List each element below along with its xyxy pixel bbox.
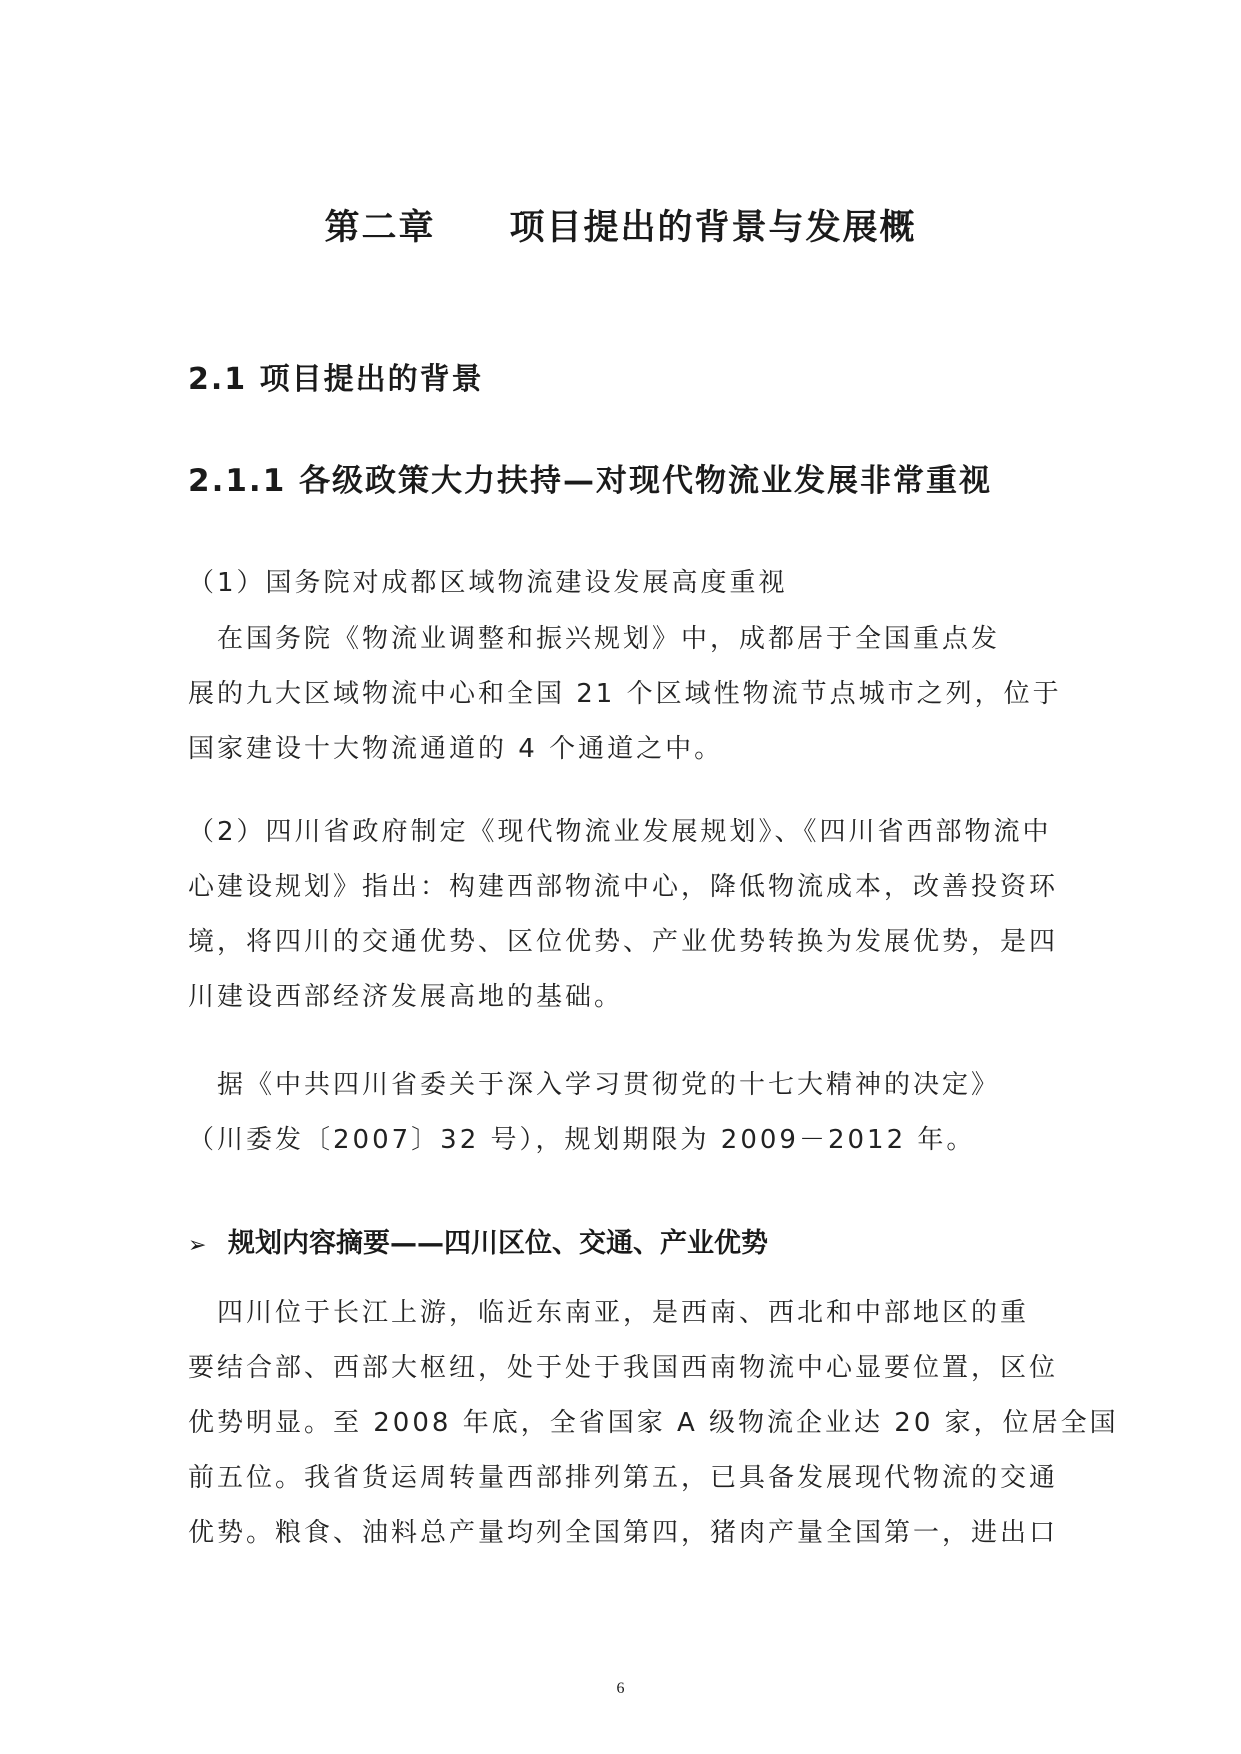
paragraph-line: 优势明显。至 2008 年底，全省国家 A 级物流企业达 20 家，位居全国	[188, 1408, 1119, 1438]
item3-paragraph	[188, 1058, 1058, 1168]
arrow-bullet-icon: ➢	[188, 1233, 207, 1258]
page-number: 6	[616, 1680, 625, 1697]
paragraph-line: 展的九大区域物流中心和全国 21 个区域性物流节点城市之列，位于	[188, 679, 1062, 709]
paragraph-line: （川委发〔2007〕32 号），规划期限为 2009－2012 年。	[188, 1125, 976, 1155]
paragraph-line: 心建设规划》指出：构建西部物流中心，降低物流成本，改善投资环	[188, 872, 1059, 902]
paragraph-line: 四川位于长江上游，临近东南亚，是西南、西北和中部地区的重	[188, 1298, 1030, 1328]
summary-heading-row	[188, 1222, 768, 1268]
paragraph-line: 国家建设十大物流通道的 4 个通道之中。	[188, 734, 724, 764]
paragraph-line: 要结合部、西部大枢纽，处于处于我国西南物流中心显要位置，区位	[188, 1353, 1059, 1383]
section-heading-2-1: 2.1 项目提出的背景	[188, 362, 484, 397]
summary-heading: 规划内容摘要——四川区位、交通、产业优势	[228, 1228, 768, 1259]
paragraph-line: 据《中共四川省委关于深入学习贯彻党的十七大精神的决定》	[188, 1070, 1001, 1100]
paragraph-line: 川建设西部经济发展高地的基础。	[188, 982, 624, 1012]
paragraph-line: 前五位。我省货运周转量西部排列第五，已具备发展现代物流的交通	[188, 1463, 1059, 1493]
chapter-title: 第二章 项目提出的背景与发展概	[324, 208, 917, 248]
item1-heading-block	[188, 556, 1058, 611]
paragraph-line: 优势。粮食、油料总产量均列全国第四，猪肉产量全国第一，进出口	[188, 1518, 1059, 1548]
summary-paragraph	[188, 1286, 1119, 1561]
paragraph-line: （2）四川省政府制定《现代物流业发展规划》、《四川省西部物流中	[188, 817, 1052, 847]
paragraph-line: 境，将四川的交通优势、区位优势、产业优势转换为发展优势，是四	[188, 927, 1059, 957]
item1-heading: （1）国务院对成都区域物流建设发展高度重视	[188, 568, 788, 598]
item1-paragraph	[188, 612, 1062, 777]
paragraph-line: 在国务院《物流业调整和振兴规划》中，成都居于全国重点发	[188, 624, 1001, 654]
item2-paragraph	[188, 805, 1058, 1025]
section-heading-2-1-1: 2.1.1 各级政策大力扶持—对现代物流业发展非常重视	[188, 463, 993, 499]
